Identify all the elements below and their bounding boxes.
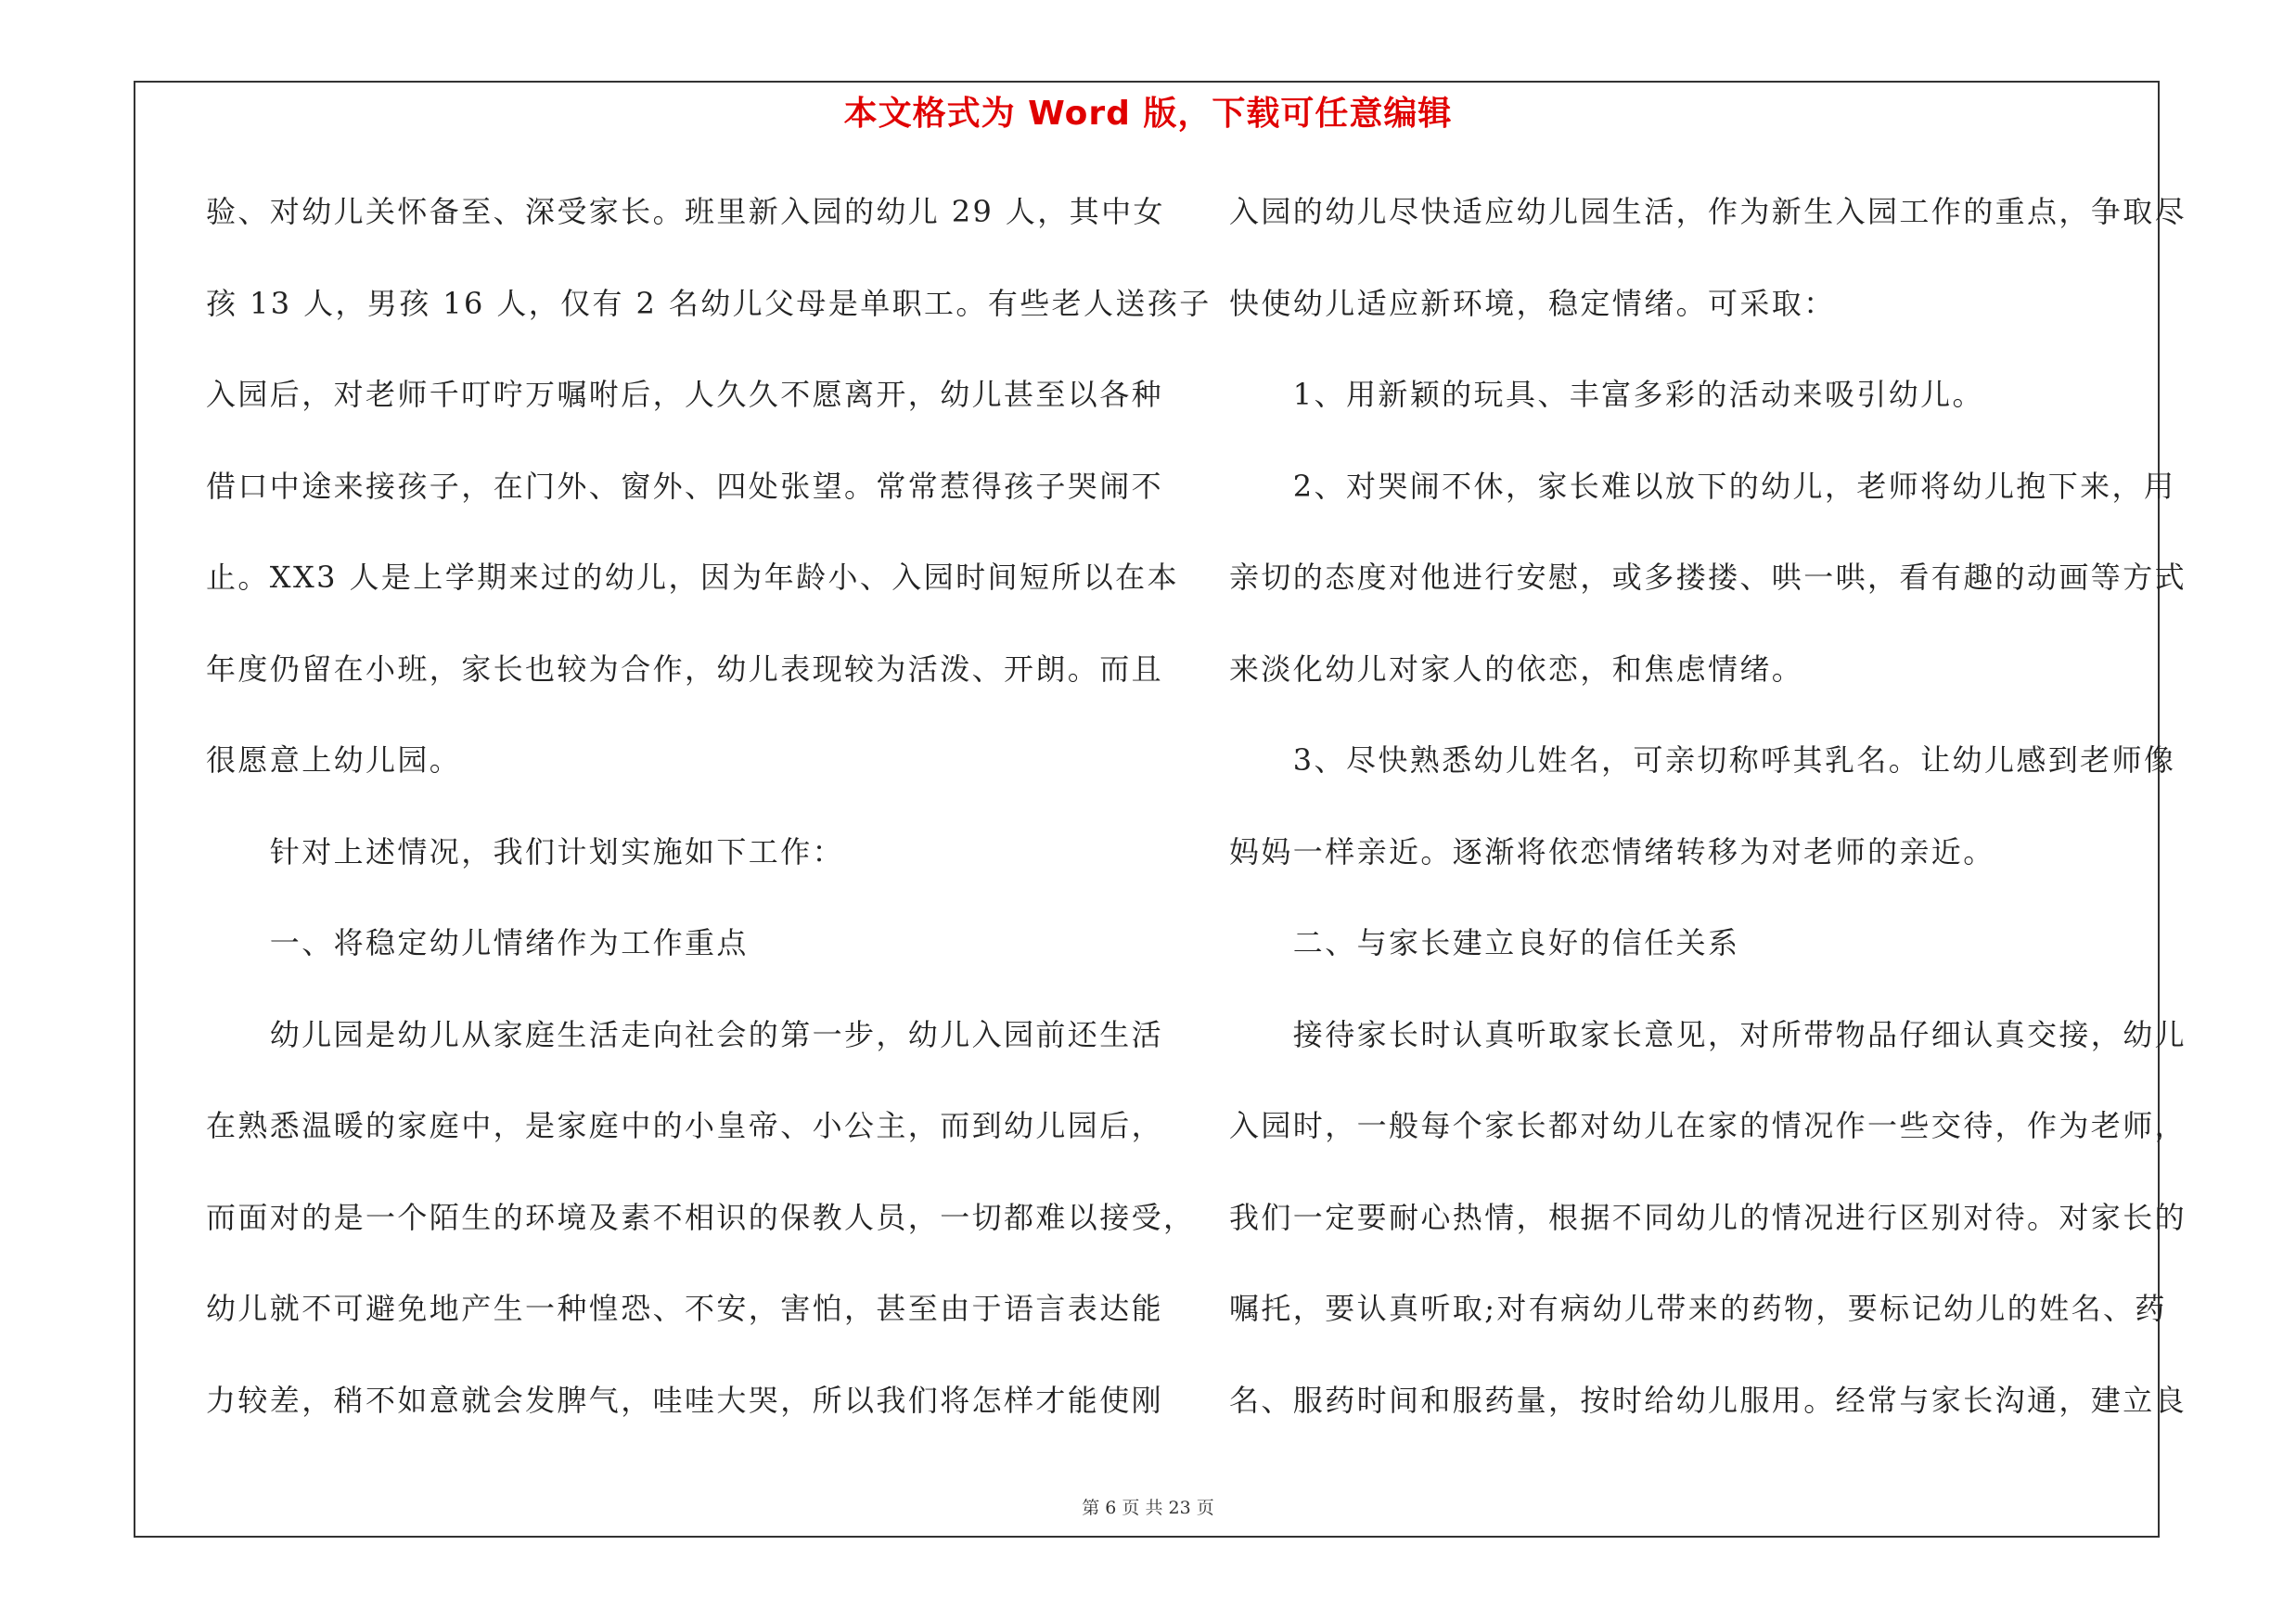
section-heading: 二、与家长建立良好的信任关系 — [1229, 925, 1740, 960]
text-line: 妈妈一样亲近。逐渐将依恋情绪转移为对老师的亲近。 — [1229, 833, 1995, 869]
list-item: 1、用新颖的玩具、丰富多彩的活动来吸引幼儿。 — [1229, 377, 1984, 412]
text-line: 力较差，稍不如意就会发脾气，哇哇大哭，所以我们将怎样才能使刚 — [206, 1382, 1164, 1418]
text-line: 孩 13 人，男孩 16 人，仅有 2 名幼儿父母是单职工。有些老人送孩子 — [206, 285, 1212, 321]
right-column — [1229, 182, 2187, 1462]
text-line: 我们一定要耐心热情，根据不同幼儿的情况进行区别对待。对家长的 — [1229, 1199, 2187, 1235]
text-line: 接待家长时认真听取家长意见，对所带物品仔细认真交接，幼儿 — [1229, 1016, 2187, 1052]
list-item: 2、对哭闹不休，家长难以放下的幼儿，老师将幼儿抱下来，用 — [1229, 468, 2176, 504]
text-line: 而面对的是一个陌生的环境及素不相识的保教人员，一切都难以接受， — [206, 1199, 1196, 1235]
text-line: 很愿意上幼儿园。 — [206, 742, 462, 778]
text-line: 在熟悉温暖的家庭中，是家庭中的小皇帝、小公主，而到幼儿园后， — [206, 1108, 1164, 1143]
text-line: 快使幼儿适应新环境，稳定情绪。可采取： — [1229, 285, 1836, 321]
text-line: 幼儿就不可避免地产生一种惶恐、不安，害怕，甚至由于语言表达能 — [206, 1291, 1164, 1326]
page-number: 第 6 页 共 23 页 — [1082, 1498, 1214, 1518]
list-item: 3、尽快熟悉幼儿姓名，可亲切称呼其乳名。让幼儿感到老师像 — [1229, 742, 2176, 778]
text-line: 入园的幼儿尽快适应幼儿园生活，作为新生入园工作的重点，争取尽 — [1229, 194, 2187, 229]
text-line: 名、服药时间和服药量，按时给幼儿服用。经常与家长沟通，建立良 — [1229, 1382, 2187, 1418]
text-line: 入园时，一般每个家长都对幼儿在家的情况作一些交待，作为老师， — [1229, 1108, 2187, 1143]
section-heading: 一、将稳定幼儿情绪作为工作重点 — [206, 925, 749, 960]
text-line: 借口中途来接孩子，在门外、窗外、四处张望。常常惹得孩子哭闹不 — [206, 468, 1164, 504]
text-line: 入园后，对老师千叮咛万嘱咐后，人久久不愿离开，幼儿甚至以各种 — [206, 377, 1164, 412]
text-line: 针对上述情况，我们计划实施如下工作： — [206, 833, 845, 869]
left-column — [206, 182, 1212, 1462]
text-line: 亲切的态度对他进行安慰，或多搂搂、哄一哄，看有趣的动画等方式 — [1229, 560, 2187, 595]
text-line: 嘱托，要认真听取;对有病幼儿带来的药物，要标记幼儿的姓名、药 — [1229, 1291, 2167, 1326]
text-line: 验、对幼儿关怀备至、深受家长。班里新入园的幼儿 29 人，其中女 — [206, 194, 1165, 229]
text-line: 来淡化幼儿对家人的依恋，和焦虑情绪。 — [1229, 650, 1804, 687]
text-line: 年度仍留在小班，家长也较为合作，幼儿表现较为活泼、开朗。而且 — [206, 650, 1164, 687]
format-banner: 本文格式为 Word 版，下载可任意编辑 — [843, 95, 1453, 133]
text-line: 幼儿园是幼儿从家庭生活走向社会的第一步，幼儿入园前还生活 — [206, 1016, 1164, 1052]
text-line: 止。XX3 人是上学期来过的幼儿，因为年龄小、入园时间短所以在本 — [206, 560, 1179, 595]
